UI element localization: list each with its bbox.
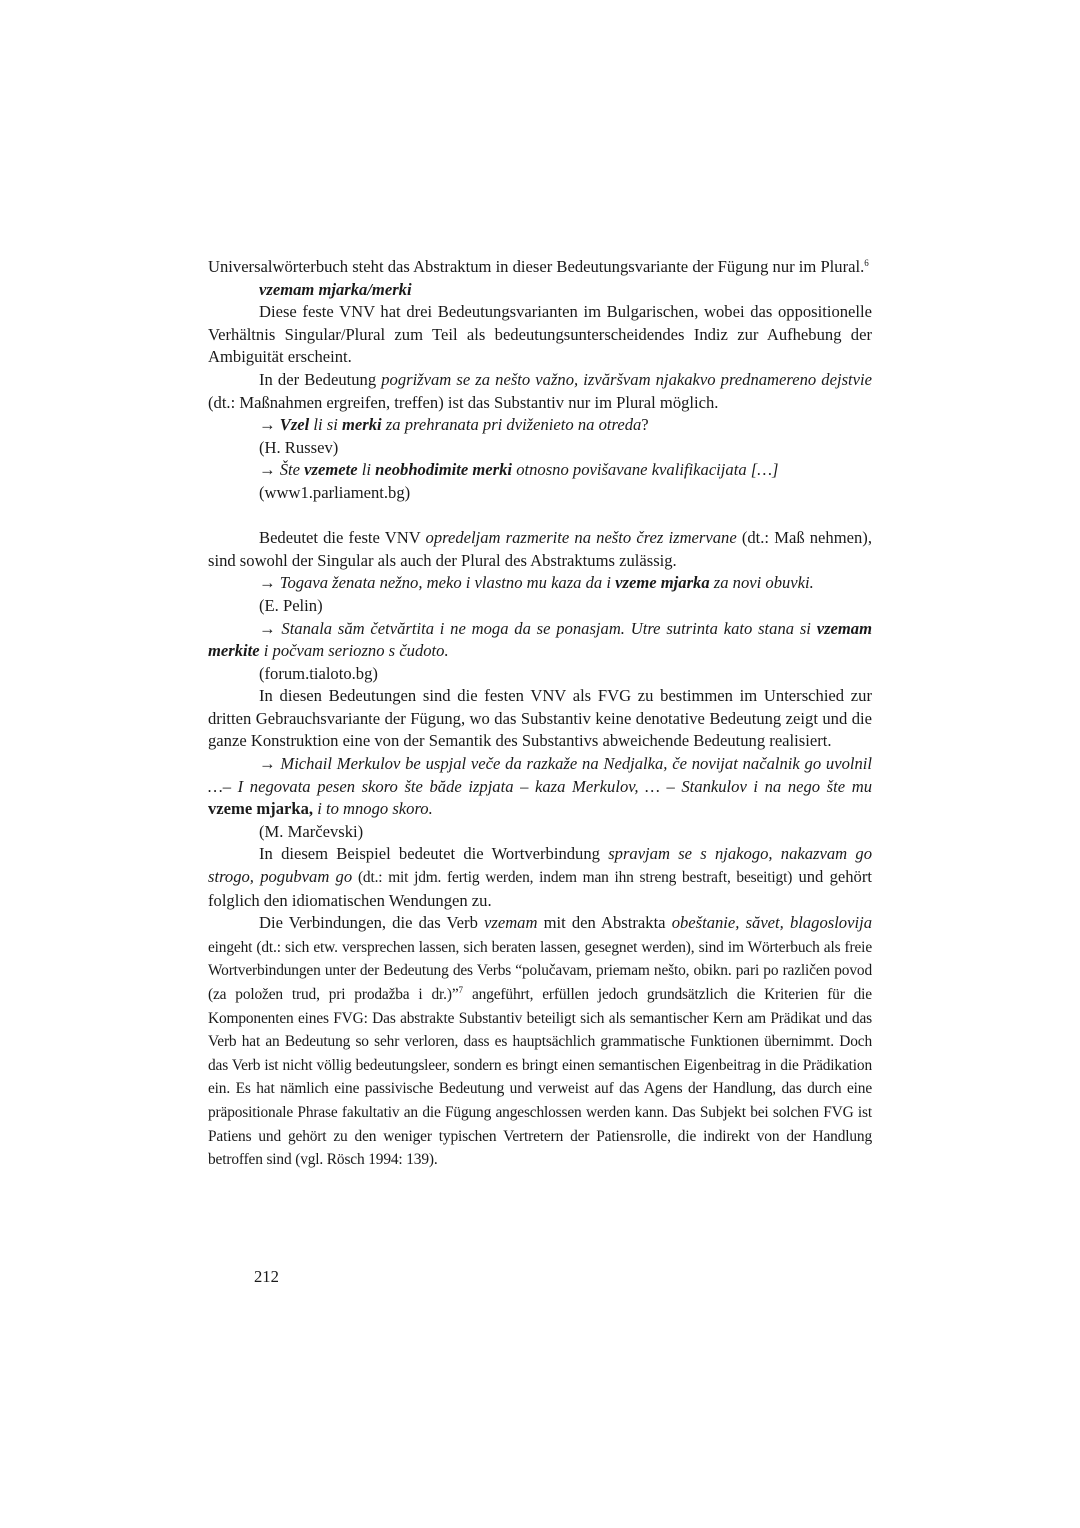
text-run: vzemam — [484, 913, 538, 933]
text-run: za novi obuvki. — [709, 573, 814, 593]
text-run: obeštanie, săvet, blagoslovija — [671, 913, 872, 933]
text-run: za prehranata pri dviženieto na otreda — [381, 415, 642, 435]
example-sentence — [208, 572, 872, 595]
text-run: i počvam seriozno s čudoto. — [259, 641, 449, 661]
example-source — [208, 595, 872, 618]
paragraph-gap — [208, 505, 872, 528]
paragraph — [208, 912, 872, 1172]
text-run: In diesem Beispiel bedeutet die Wortverbindung — [259, 844, 609, 864]
body-text — [208, 256, 872, 1172]
text-run: eingeht (dt.: sich etw. versprechen lassen, sich beraten lassen, gesegnet werden), sind im Wörterbuch als freie Wortverbindungen unter der Bedeutung des Verbs “polučavam, priemam nešto, obikn. pari po različen povod (za položen trud, pri prodažba i dr.)” — [208, 938, 872, 1003]
text-run: In der Bedeutung — [259, 369, 382, 389]
text-run: merki — [342, 415, 382, 435]
text-run: opredeljam razmerite na nešto črez izmervane — [425, 528, 737, 548]
text-run: li si — [309, 415, 342, 435]
example-source — [208, 437, 872, 460]
paragraph — [208, 843, 872, 912]
footnote-marker: 7 — [458, 985, 464, 995]
text-run: vzemete — [304, 460, 358, 480]
text-run: Universalwörterbuch steht das Abstraktum in dieser Bedeutungsvariante der Fügung nur im Plural. — [208, 257, 865, 276]
footnote-marker: 6 — [864, 258, 869, 268]
text-run: (forum.tialoto.bg) — [259, 663, 378, 683]
text-run: Stanala săm četvărtita i ne moga da se ponasjam. Utre sutrinta kato stana si — [281, 618, 817, 638]
text-run: → — [259, 754, 281, 774]
text-run: ? — [641, 415, 649, 435]
text-run: (dt.: mit jdm. fertig werden, indem man ihn streng bestraft, beseitigt) — [352, 869, 793, 887]
text-run: (dt.: Maß nehmen), sind sowohl der Singular als auch der Plural des Abstraktums zulässig. — [208, 528, 872, 570]
text-run: vzemam mjarka/merki — [259, 279, 412, 299]
paragraph — [208, 685, 872, 753]
text-run: spravjam se s njakogo, nakazvam go strogo, pogubvam go — [208, 844, 872, 887]
text-run: pogrižvam se za nešto važno, izvăršvam njakakvo prednamereno dejstvie — [381, 369, 872, 389]
text-run: und gehört folglich den idiomatischen Wendungen zu. — [208, 867, 872, 910]
text-run: i to mnogo skoro. — [313, 799, 433, 819]
text-run: Togava ženata nežno, meko i vlastno mu kaza da i — [279, 573, 616, 593]
paragraph — [208, 279, 872, 302]
text-run: vzeme mjarka, — [208, 799, 314, 819]
text-run: mit den Abstrakta — [537, 913, 672, 933]
text-run: (dt.: Maßnahmen ergreifen, treffen) ist das Substantiv nur im Plural möglich. — [208, 392, 719, 412]
page-number: 212 — [254, 1267, 279, 1286]
example-source — [208, 663, 872, 686]
example-source — [208, 821, 872, 844]
example-sentence — [208, 414, 872, 437]
paragraph — [208, 301, 872, 369]
paragraph — [208, 369, 872, 414]
example-sentence — [208, 753, 872, 821]
text-run: (M. Marčevski) — [259, 821, 364, 841]
example-source — [208, 482, 872, 505]
text-run: → — [259, 573, 280, 593]
text-run: (www1.parliament.bg) — [259, 482, 411, 502]
text-run: Vzel — [279, 415, 310, 435]
text-run: li — [357, 460, 376, 480]
paragraph — [208, 256, 872, 279]
text-run: Michail Merkulov be uspjal veče da razkaže na Nedjalka, če novijat načalnik go uvolnil …– I negovata pesen skoro šte băde izpjata – kaza Merkulov, … – Stankulov i na nego šte mu — [208, 754, 872, 796]
text-run: Diese feste VNV hat drei Bedeutungsvarianten im Bulgarischen, wobei das oppositionelle Verhältnis Singular/Plural zum Teil als bedeutungsunterscheidendes Indiz zur Aufhebung der Ambiguität erscheint. — [208, 302, 872, 367]
text-run: angeführt, erfüllen jedoch grundsätzlich die Kriterien für die Komponenten eines FVG: Das abstrakte Substantiv beteiligt sich als semantischer Kern am Prädikat und das Verb hat an Bedeutung so sehr verloren, dass es hauptsächlich grammatische Funktionen übernimmt. Doch das Verb ist nicht völlig bedeutungsleer, sondern es bringt einen semantischen Eigenbeitrag in die Prädikation ein. Es hat nämlich eine passivische Bedeutung und verweist auf das Agens der Handlung, das durch eine präpositionale Phrase fakultativ an die Fügung angeschlossen werden kann. Das Subjekt bei solchen FVG ist Patiens und gehört zu den weniger typischen Vertretern der Patiensrolle, die indirekt von der Handlung betroffen sind (vgl. Rösch 1994: 139). — [208, 986, 872, 1169]
text-run: (E. Pelin) — [259, 595, 323, 615]
example-sentence — [208, 459, 872, 482]
text-run: Bedeutet die feste VNV — [259, 528, 426, 548]
text-run: Šte — [279, 460, 305, 480]
text-run: otnosno povišavane kvalifikacijata […] — [512, 460, 779, 480]
text-run: In diesen Bedeutungen sind die festen VNV als FVG zu bestimmen im Unterschied zur dritten Gebrauchsvariante der Fügung, wo das Substantiv keine denotative Bedeutung zeigt und die ganze Konstruktion eine von der Semantik des Substantivs abweichende Bedeutung realisiert. — [208, 686, 872, 751]
text-run: vzemam merkite — [208, 618, 873, 661]
text-run: Die Verbindungen, die das Verb — [259, 913, 484, 933]
text-run: neobhodimite merki — [375, 460, 513, 480]
text-run: → — [259, 460, 280, 480]
text-run: vzeme mjarka — [615, 573, 710, 593]
text-run: → — [259, 415, 280, 435]
text-run: → — [259, 618, 282, 638]
example-sentence — [208, 618, 872, 663]
text-run: (H. Russev) — [259, 437, 339, 457]
paragraph — [208, 527, 872, 572]
